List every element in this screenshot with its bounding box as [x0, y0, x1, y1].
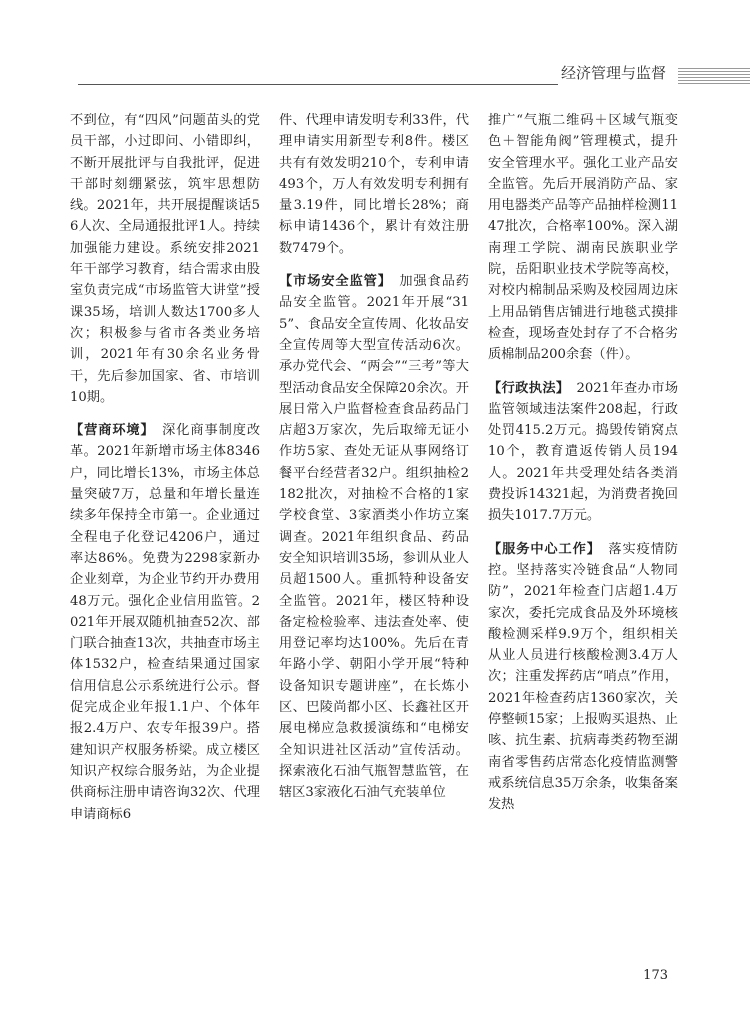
- paragraph: [488, 110, 678, 366]
- column-3: [488, 110, 678, 945]
- paragraph-text: 2021年查办市场监管领域违法案件208起，行政处罚415.2万元。捣毁传销窝点10个，教育遣返传销人员194人。2021年共受理处结各类消费投诉14321起，为消费者挽回损失1017.7万元。: [488, 380, 678, 524]
- column-1: [70, 110, 260, 945]
- section-heading-central-work: 【服务中心工作】: [488, 541, 609, 557]
- paragraph: [279, 110, 469, 259]
- paragraph: [70, 110, 260, 408]
- section-heading-market-safety: 【市场安全监管】: [279, 274, 400, 290]
- column-2: [279, 110, 469, 945]
- section-heading-business-environment: 【营商环境】: [70, 423, 163, 439]
- paragraph: [488, 378, 678, 527]
- paragraph: [488, 539, 678, 816]
- section-title: 经济管理与监督: [560, 64, 666, 82]
- text-columns: [70, 110, 678, 945]
- paragraph-text: 件、代理申请发明专利33件，代理申请实用新型专利8件。楼区共有有效发明210个，专利申请493个，万人有效发明专利拥有量3.19件，同比增长28%；商标申请1436个，累计有效注册数7479个。: [279, 113, 469, 256]
- running-header: [0, 54, 750, 94]
- paragraph-text: 不到位，有“四风”问题苗头的党员干部，小过即问、小错即纠，不断开展批评与自我批评，促进干部时刻绷紧弦，筑牢思想防线。2021年，共开展提醒谈话56人次、全局通报批评1人。持续加强能力建设。系统安排2021年干部学习教育，结合需求由股室负责完成“市场监管大讲堂”授课35场，培训人数达1700多人次；积极参与省市各类业务培训，2021年有30余名业务骨干，先后参加国家、省、市培训10期。: [70, 113, 260, 405]
- paragraph-text: 深化商事制度改革。2021年新增市场主体8346户，同比增长13%，市场主体总量突破7万，总量和年增长量连续多年保持全市第一。企业通过全程电子化登记4206户，通过率达86%。免费为2298家新办企业刻章，为企业节约开办费用48万元。强化企业信用监管。2021年开展双随机抽查52次、部门联合抽查13次，共抽查市场主体1532户，检查结果通过国家信用信息公示系统进行公示。督促完成企业年报1.1户、个体年报2.4万户、农专年报39户。搭建知识产权服务桥梁。成立楼区知识产权综合服务站，为企业提供商标注册申请咨询32次、代理申请商标6: [70, 423, 260, 822]
- header-stripes-decoration: [678, 68, 750, 86]
- paragraph-text: 推广“气瓶二维码＋区域气瓶变色＋智能角阀”管理模式，提升安全管理水平。强化工业产品安全监管。先后开展消防产品、家用电器类产品等产品抽样检测1147批次，合格率100%。深入湖南理工学院、湖南民族职业学院，岳阳职业技术学院等高校，对校内棉制品采购及校园周边床上用品销售店铺进行地毯式摸排检查，现场查处封存了不合格劣质棉制品200余套（件）。: [488, 113, 678, 363]
- paragraph: [279, 271, 469, 803]
- section-heading-law-enforcement: 【行政执法】: [488, 380, 577, 396]
- header-rule: [78, 84, 558, 85]
- paragraph: [70, 420, 260, 825]
- paragraph-text: 落实疫情防控。坚持落实冷链食品“人物同防”，2021年检查门店超1.4万家次，委托完成食品及外环境核酸检测采样9.9万个，组织相关从业人员进行核酸检测3.4万人次；注重发挥药店“哨点”作用，2021年检查药店1360家次，关停整顿15家；上报购买退热、止咳、抗生素、抗病毒类药物至湖南省零售药店常态化疫情监测警戒系统信息35万余条，收集备案发热: [488, 541, 678, 813]
- paragraph-text: 加强食品药品安全监管。2021年开展“315”、食品安全宣传周、化妆品安全宣传周等大型宣传活动6次。承办党代会、“两会”“三考”等大型活动食品安全保障20余次。开展日常入户监督检查食品药品门店超3万家次，先后取缔无证小作坊5家、查处无证从事网络订餐平台经营者32户。组织抽检2182批次，对抽检不合格的1家学校食堂、3家酒类小作坊立案调查。2021年组织食品、药品安全知识培训35场，参训从业人员超1500人。重抓特种设备安全监管。2021年，楼区特种设备定检检验率、违法查处率、使用登记率均达100%。先后在青年路小学、朝阳小学开展“特种设备知识专题讲座”，在长炼小区、巴陵尚都小区、长鑫社区开展电梯应急救援演练和“电梯安全知识进社区活动”宣传活动。探索液化石油气瓶智慧监管，在辖区3家液化石油气充装单位: [279, 274, 469, 801]
- page-number: 173: [643, 968, 668, 983]
